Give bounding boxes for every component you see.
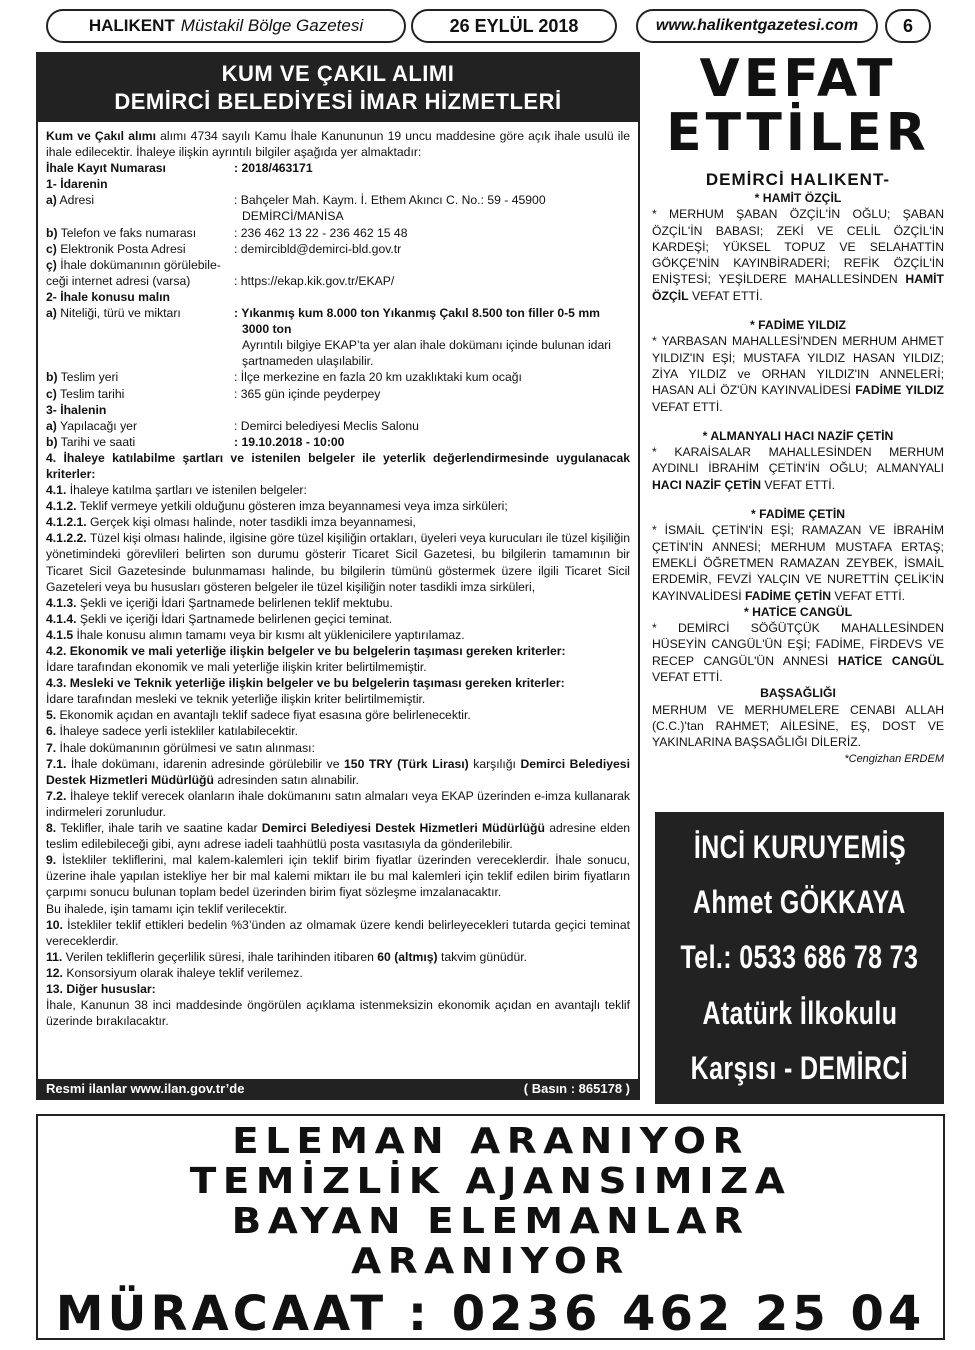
website-link[interactable]: www.halikentgazetesi.com [636, 9, 878, 43]
clause-9: 9. İstekliler tekliflerini, mal kalem-kalemleri için teklif birim fiyatlar üzerinden vereceklerdir. İhale sonucu, üzerine ihale yapılan istekliye her bir mal kalemi miktarı ile bu mal kalemleri için teklif edilen birim fiyatların çarpımı sonucu bulunan toplam bedel üzerinden birim fiyat sözleşme imzalanacaktır. [46, 853, 630, 900]
goods-row-cont: 3000 ton [242, 322, 292, 337]
clause-4-3-title: 4.3. Mesleki ve Teknik yeterliğe ilişkin belgeler ve bu belgelerin taşıması gereken kriterler: [46, 676, 565, 691]
clause-13-title: 13. Diğer hususlar: [46, 981, 156, 996]
clause-10: 10. İstekliler teklif ettikleri bedelin %3’ünden az olmamak üzere kendi belirleyecekleri tutarda geçici teminat vereceklerdir. [46, 917, 630, 948]
clause-9-b: Bu ihalede, işin tamamı için teklif verilecektir. [46, 901, 288, 916]
goods-row-note: Ayrıntılı bilgiye EKAP’ta yer alan ihale dokümanı içinde bulunan idari şartnameden ulaşılabilir. [242, 338, 611, 369]
phone-row: b) Telefon ve faks numarası : 236 462 13 22 - 236 462 15 48 [46, 225, 408, 240]
clause-4-1-5: 4.1.5 İhale konusu alımın tamamı veya bir kısmı alt yüklenicilere yaptırılamaz. [46, 627, 465, 642]
advert-owner: Ahmet GÖKKAYA [693, 884, 906, 921]
clause-4-3: İdare tarafından mesleki ve teknik yeterliğe ilişkin kriter belirtilmemiştir. [46, 692, 426, 707]
job-advert-line-1: ELEMAN ARANIYOR [232, 1121, 749, 1162]
delivery-place-row: b) Teslim yeri : İlçe merkezine en fazla 20 km uzaklıktaki kum ocağı [46, 370, 522, 385]
advert-location: Atatürk İlkokulu [702, 994, 897, 1031]
paper-name: HALIKENT [88, 16, 175, 35]
clause-11: 11. Verilen tekliflerin geçerlilik süresi, ihale tarihinden itibaren 60 (altmış) takvim günüdür. [46, 949, 528, 964]
kayit-row: İhale Kayıt Numarası : 2018/463171 [46, 161, 313, 176]
issue-date: 26 EYLÜL 2018 [411, 9, 617, 43]
web-row: ceği internet adresi (varsa) : https://ekap.kik.gov.tr/EKAP/ [46, 273, 395, 288]
clause-4-1-2-2: 4.1.2.2. Tüzel kişi olması halinde, ilgisine göre tüzel kişiliğin ortakları, üyeleri veya kurucuları ile tüzel kişiliğin yönetimindeki görevlileri belirten son durumu gösterir Ticaret Sicil Gazetesi, bu bilgilerin tamamının bir Ticaret Sicil Gazetesinde bulunmaması halinde, bu bilgilerin tümünü göstermek üzere ilgili Ticaret Sicil Gazeteleri veya bu hususları gösteren belgeler ile tüzel kişiliğin noter tasdikli imza sirküleri, [46, 531, 630, 594]
obituaries-signature: *Cengizhan ERDEM [844, 752, 944, 765]
clause-13: İhale, Kanunun 38 inci maddesinde öngörülen açıklama istenmeksizin ekonomik açıdan en avantajlı teklif üzerinde bırakılacaktır. [46, 998, 630, 1029]
obit-3-name: * ALMANYALI HACI NAZİF ÇETİN [702, 428, 894, 443]
official-ads-link[interactable]: Resmi ilanlar www.ilan.gov.tr’de [46, 1081, 245, 1096]
tender-notice [36, 52, 640, 1100]
section-3-title: 3- İhalenin [46, 402, 107, 417]
clause-7-2: 7.2. İhaleye teklif verecek olanların ihale dokümanını satın almaları veya EKAP üzerinden e-imza kullanarak indirmeleri zorunludur. [46, 788, 630, 819]
obituaries [652, 49, 944, 765]
page-number: 6 [885, 9, 931, 43]
clause-4-2-title: 4.2. Ekonomik ve mali yeterliğe ilişkin belgeler ve bu belgelerin taşıması gereken kriterler: [46, 644, 566, 658]
section-2-title: 2- İhale konusu malın [46, 289, 170, 304]
obituaries-title: VEFAT ETTİLER [666, 49, 930, 163]
masthead [46, 9, 406, 43]
obit-5-text: * DEMİRCİ SÖĞÜTÇÜK MAHALLESİNDEN HÜSEYİN CANGÜL'ÜN EŞİ; FADİME, FİRDEVS VE RECEP CANGÜL'ÜN ANNESİ HATİCE CANGÜL VEFAT ETTİ. [652, 621, 944, 685]
obit-1-text: * MERHUM ŞABAN ÖZÇİL'İN OĞLU; ŞABAN ÖZÇİL'İN BABASI; ZEKİ VE CELİL ÖZÇİL'İN KARDEŞİ; YÜKSEL TOPUZ VE SELAHATTİN GÖKÇE'NİN KAYINBİRADERİ; REFİK ÖZÇİL'İN ENİŞTESİ; YEŞİLDERE MAHALLESİNDEN HAMİT ÖZÇİL VEFAT ETTİ. [652, 207, 944, 303]
web-row-label: ç) İhale dokümanının görülebile- [46, 257, 221, 272]
condolence-title: BAŞSAĞLIĞI [760, 686, 836, 701]
tender-body [38, 122, 638, 1029]
job-advert-contact: MÜRACAAT : 0236 462 25 04 [55, 1286, 926, 1342]
obit-2-text: * YARBASAN MAHALLESİ'NDEN MERHUM AHMET YILDIZ'IN EŞİ; MUSTAFA YILDIZ HASAN YILDIZ; ZİYA YILDIZ ve ORHAN YILDIZ'IN ANNELERİ; HASAN ALİ ÖZ'ÜN KAYINVALİDESİ FADİME YILDIZ VEFAT ETTİ. [652, 334, 944, 414]
job-advert-line-3: BAYAN ELEMANLAR [231, 1201, 750, 1242]
section-1-title: 1- İdarenin [46, 177, 108, 192]
clause-8: 8. Teklifler, ihale tarih ve saatine kadar Demirci Belediyesi Destek Hizmetleri Müdürlüğü adresine elden teslim edilebileceği gibi, aynı adrese iadeli taahhütlü posta vasıtasıyla da gönderilebilir. [46, 821, 631, 852]
advert-phone: Tel.: 0533 686 78 73 [680, 939, 919, 976]
kuruyemis-advert [655, 812, 944, 1104]
clause-12: 12. Konsorsiyum olarak ihaleye teklif verilemez. [46, 965, 303, 980]
obit-4-text: * İSMAİL ÇETİN'İN EŞİ; RAMAZAN VE İBRAHİM ÇETİN'İN ANNESİ; MERHUM MUSTAFA ERTAŞ; EMEKLİ ÖĞRETMEN RAMAZAN ZEYBEK, İSMAİL ERDEMİR, FEVZİ YALÇIN VE NURETTİN ÇELİK'İN KAYINVALİDESİ FADİME ÇETİN VEFAT ETTİ. [652, 523, 944, 603]
tender-header [38, 54, 638, 122]
advert-location-2: Karşısı - DEMİRCİ [690, 1049, 909, 1086]
obit-1-name: * HAMİT ÖZÇİL [754, 191, 842, 205]
intro: Kum ve Çakıl alımı alımı 4734 sayılı Kamu İhale Kanununun 19 uncu maddesine göre açık ihale usulü ile ihale edilecektir. İhaleye ilişkin ayrıntılı bilgiler aşağıda yer almaktadır: [46, 129, 630, 160]
email-row: c) Elektronik Posta Adresi : demircibld@demirci-bld.gov.tr [46, 241, 402, 256]
clause-7-1: 7.1. İhale dokümanı, idarenin adresinde görülebilir ve 150 TRY (Türk Lirası) karşılığı Demirci Belediyesi Destek Hizmetleri Müdürlüğü adresinden satın alınabilir. [46, 756, 630, 787]
obit-2-name: * FADİME YILDIZ [750, 318, 846, 333]
job-advert-line-2: TEMİZLİK AJANSIMIZA [189, 1161, 792, 1202]
clause-4-1-3: 4.1.3. Şekli ve içeriği İdari Şartnamede belirlenen teklif mektubu. [46, 595, 393, 610]
condolence-text: MERHUM VE MERHUMELERE CENABI ALLAH (C.C.)'tan RAHMET; AİLESİNE, EŞ, DOST VE YAKINLARINA BAŞSAĞLIĞI DİLERİZ. [652, 702, 944, 750]
datetime-row: b) Tarihi ve saati : 19.10.2018 - 10:00 [46, 434, 345, 449]
obituaries-subtitle: DEMİRCİ HALIKENT- [705, 170, 891, 189]
advert-business-name: İNCİ KURUYEMİŞ [693, 829, 906, 866]
clause-5: 5. Ekonomik açıdan en avantajlı teklif sadece fiyat esasına göre belirlenecektir. [46, 708, 471, 723]
clause-7: 7. İhale dokümanının görülmesi ve satın alınması: [46, 740, 315, 755]
clause-4-1-4: 4.1.4. Şekli ve içeriği İdari Şartnamede belirlenen geçici teminat. [46, 611, 393, 626]
address-row: a) Adresi : Bahçeler Mah. Kaym. İ. Ethem Akıncı C. No.: 59 - 45900 [46, 193, 546, 208]
job-advert [36, 1114, 945, 1340]
venue-row: a) Yapılacağı yer : Demirci belediyesi Meclis Salonu [46, 418, 419, 433]
clause-4-1-2: 4.1.2. Teklif vermeye yetkili olduğunu gösteren imza beyannamesi veya imza sirküleri; [46, 499, 508, 514]
clause-6: 6. İhaleye sadece yerli istekliler katılabilecektir. [46, 724, 298, 739]
obit-5-name: * HATİCE CANGÜL [743, 604, 853, 619]
section-4-title: 4. İhaleye katılabilme şartları ve istenilen belgeler ile yeterlik değerlendirmesinde uygulanacak kriterler: [46, 450, 630, 481]
obit-4-name: * FADİME ÇETİN [750, 507, 846, 522]
clause-4-1: 4.1. İhaleye katılma şartları ve istenilen belgeler: [46, 483, 307, 498]
delivery-date-row: c) Teslim tarihi : 365 gün içinde peyderpey [46, 386, 381, 401]
tender-footer [38, 1079, 638, 1098]
tender-subtitle: DEMİRCİ BELEDİYESİ İMAR HİZMETLERİ [114, 89, 562, 114]
address-row-cont: DEMİRCİ/MANİSA [242, 209, 344, 224]
job-advert-line-4: ARANIYOR [351, 1241, 630, 1282]
obit-3-text: * KARAİSALAR MAHALLESİNDEN MERHUM AYDINLI İBRAHİM ÇETİN'İN OĞLU; ALMANYALI HACI NAZİF ÇETİN VEFAT ETTİ. [652, 445, 944, 492]
paper-subtitle: Müstakil Bölge Gazetesi [180, 16, 364, 35]
clause-4-1-2-1: 4.1.2.1. Gerçek kişi olması halinde, noter tasdikli imza beyannamesi, [46, 515, 416, 530]
press-number: ( Basın : 865178 ) [523, 1081, 630, 1096]
obituaries-body [652, 190, 944, 751]
goods-row: a) Niteliği, türü ve miktarı : Yıkanmış kum 8.000 ton Yıkanmış Çakıl 8.500 ton filler 0-5 mm [46, 306, 601, 321]
tender-title: KUM VE ÇAKIL ALIMI [221, 61, 455, 86]
clause-4-2: İdare tarafından ekonomik ve mali yeterliğe ilişkin kriter belirtilmemiştir. [46, 660, 427, 675]
